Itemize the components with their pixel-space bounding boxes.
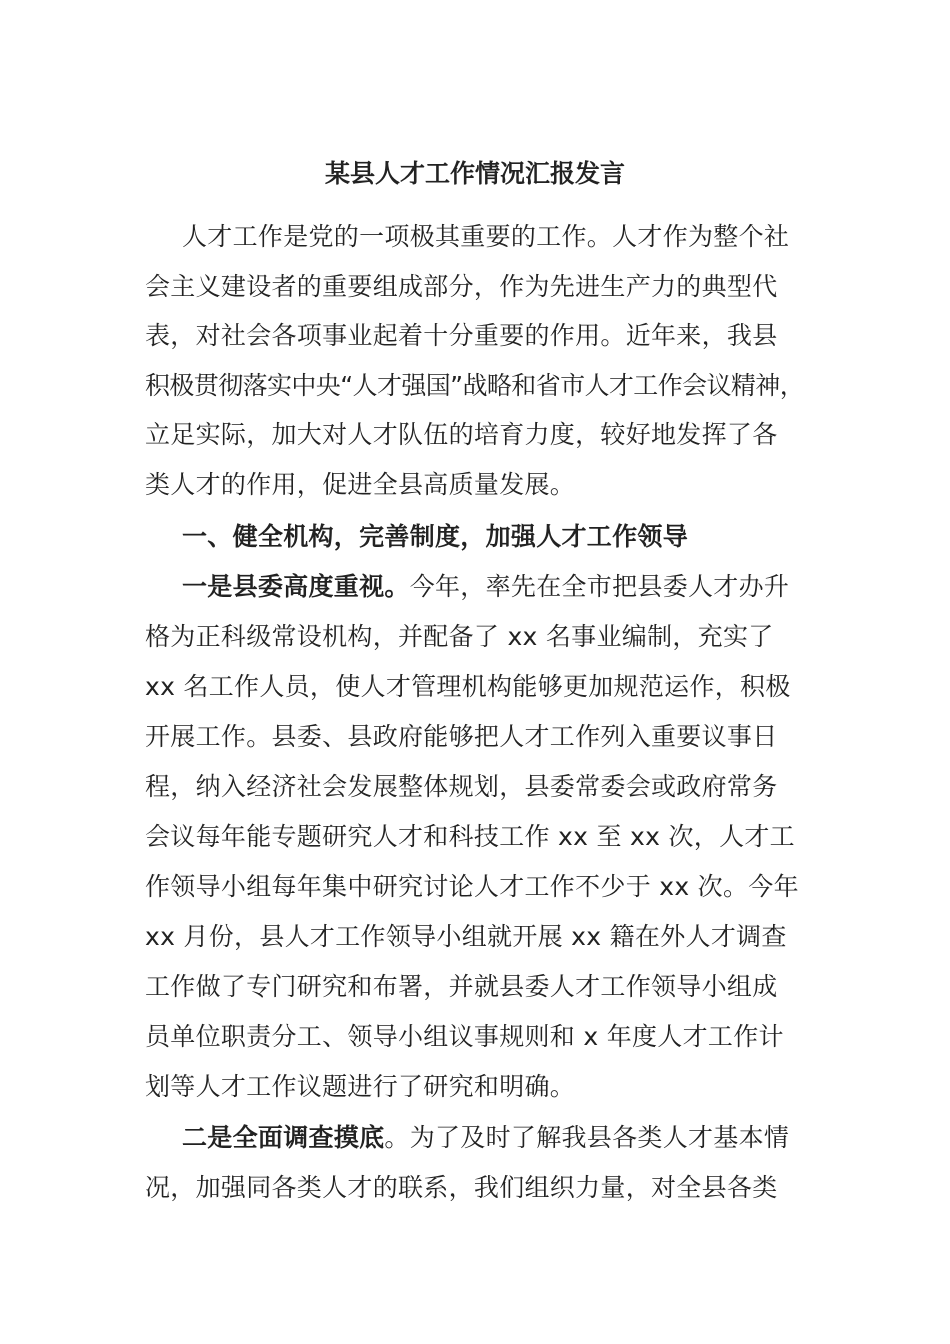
paragraph-text: 。为了及时了解我县各类人才基本情 — [384, 1123, 790, 1152]
paragraph-line: 员单位职责分工、领导小组议事规则和 x 年度人才工作计 — [145, 1022, 784, 1051]
paragraph-text: 今年，率先在全市把县委人才办升 — [409, 572, 790, 601]
paragraph-line: 人才工作是党的一项极其重要的工作。人才作为整个社 — [182, 222, 790, 251]
paragraph-line: xx 名工作人员，使人才管理机构能够更加规范运作，积极 — [145, 672, 791, 701]
paragraph-line: 会议每年能专题研究人才和科技工作 xx 至 xx 次，人才工 — [145, 822, 795, 851]
lead-phrase: 二是全面调查摸底 — [182, 1123, 385, 1152]
paragraph-line: 积极贯彻落实中央“人才强国”战略和省市人才工作会议精神， — [145, 371, 805, 400]
paragraph-line: 类人才的作用，促进全县高质量发展。 — [145, 470, 576, 499]
section-heading: 一、健全机构，完善制度，加强人才工作领导 — [182, 522, 689, 551]
paragraph-line: 开展工作。县委、县政府能够把人才工作列入重要议事日 — [145, 722, 778, 751]
paragraph-line — [182, 569, 862, 605]
paragraph-line: 工作做了专门研究和布署，并就县委人才工作领导小组成 — [145, 972, 778, 1001]
paragraph-line — [182, 1120, 862, 1156]
document-title: 某县人才工作情况汇报发言 — [324, 159, 625, 188]
paragraph-line: 况，加强同各类人才的联系，我们组织力量，对全县各类 — [145, 1173, 778, 1202]
paragraph-line: 划等人才工作议题进行了研究和明确。 — [145, 1072, 576, 1101]
paragraph-line: 程，纳入经济社会发展整体规划，县委常委会或政府常务 — [145, 772, 778, 801]
paragraph-line: 作领导小组每年集中研究讨论人才工作不少于 xx 次。今年 — [145, 872, 799, 901]
paragraph-line: 表，对社会各项事业起着十分重要的作用。近年来，我县 — [145, 321, 778, 350]
paragraph-line: 立足实际，加大对人才队伍的培育力度，较好地发挥了各 — [145, 420, 778, 449]
paragraph-line: xx 月份，县人才工作领导小组就开展 xx 籍在外人才调查 — [145, 922, 787, 951]
paragraph-line: 格为正科级常设机构，并配备了 xx 名事业编制，充实了 — [145, 622, 774, 651]
paragraph-line: 会主义建设者的重要组成部分，作为先进生产力的典型代 — [145, 272, 778, 301]
lead-phrase: 一是县委高度重视。 — [182, 572, 410, 601]
